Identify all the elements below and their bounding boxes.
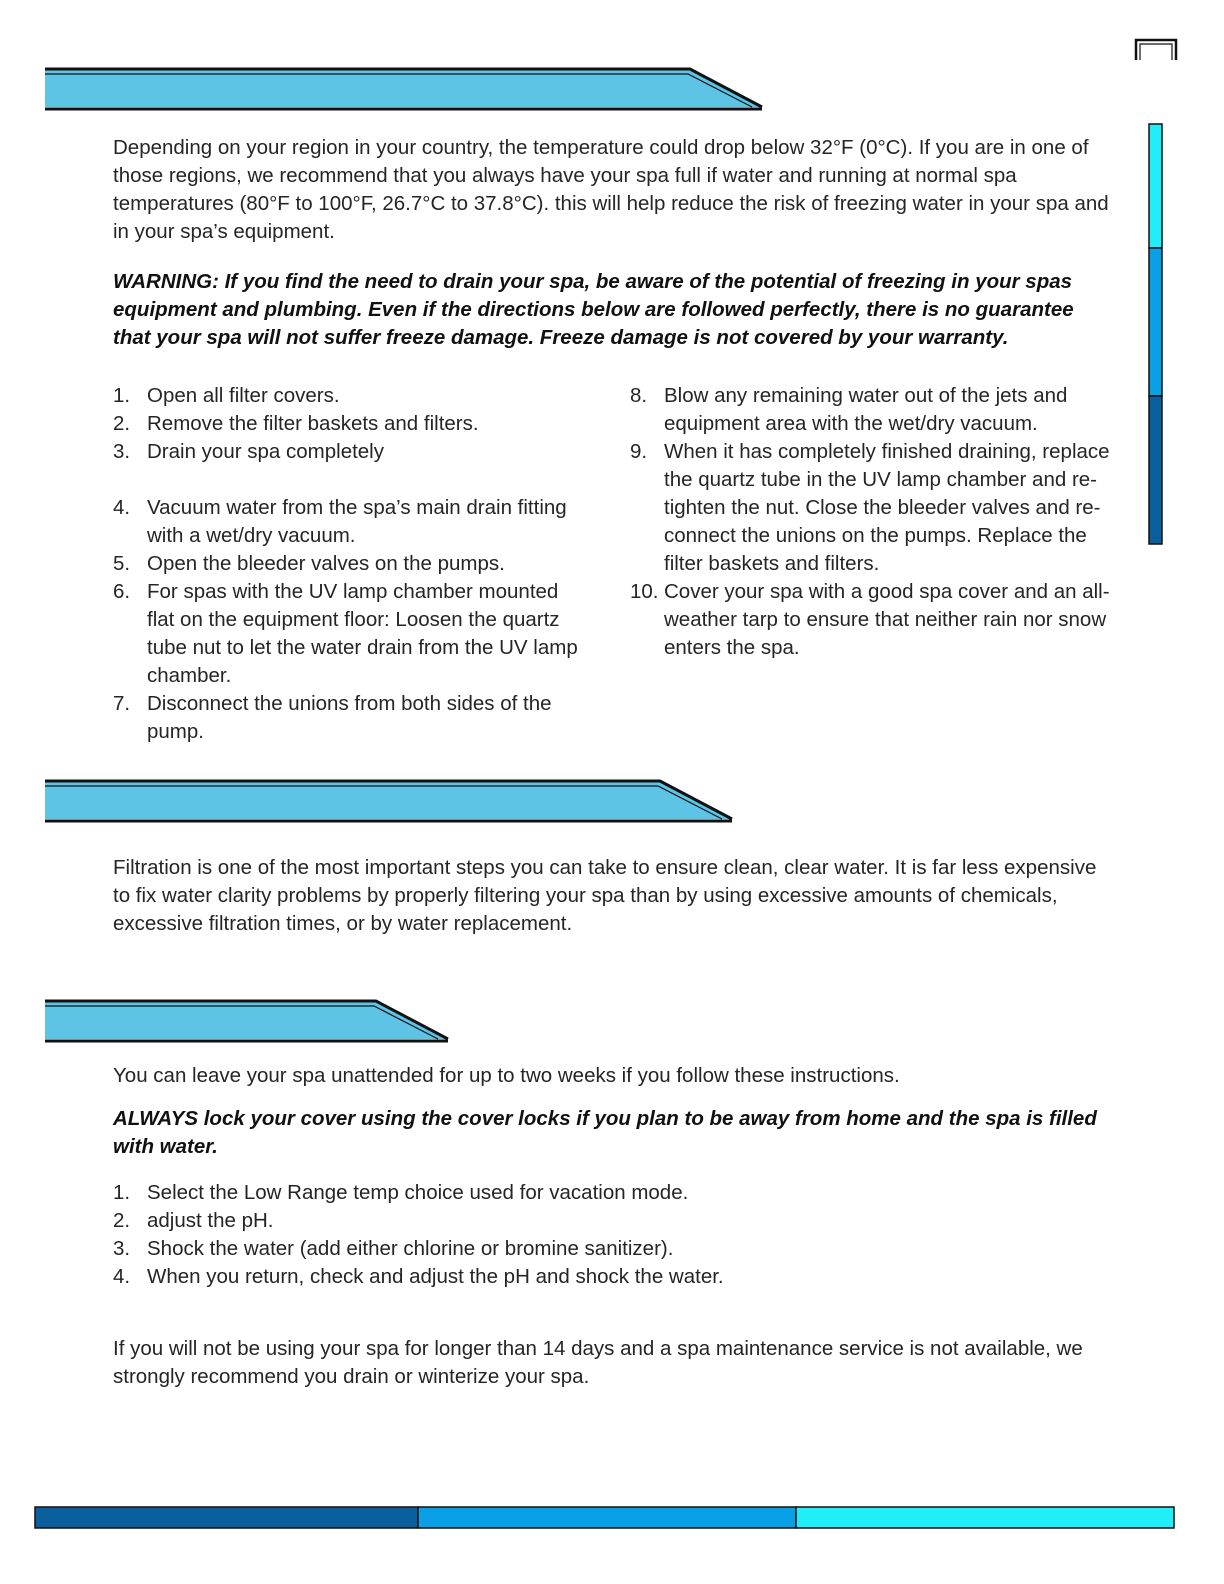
step-text: Vacuum water from the spa’s main drain fitting with a wet/dry vacuum. — [147, 496, 567, 547]
step-number: 2. — [113, 412, 131, 435]
step-number: 2. — [113, 1209, 131, 1232]
corner-bracket-icon — [1136, 40, 1176, 60]
section-banner-2 — [45, 781, 732, 821]
step-number: 10. — [630, 580, 659, 603]
step-text: Open all filter covers. — [147, 384, 340, 407]
list-item — [113, 690, 588, 746]
section-banner-3 — [45, 1001, 448, 1041]
list-item — [630, 578, 1120, 662]
step-number: 7. — [113, 692, 131, 715]
vacation-intro: You can leave your spa unattended for up to two weeks if you follow these instructions. — [113, 1064, 900, 1087]
list-item — [113, 410, 588, 438]
step-text: Blow any remaining water out of the jets and equipment area with the wet/dry vacuum. — [664, 384, 1068, 435]
step-number: 5. — [113, 552, 131, 575]
step-text: Open the bleeder valves on the pumps. — [147, 552, 505, 575]
drain-warning: WARNING: If you find the need to drain your spa, be aware of the potential of freezing in your spas equipment and plumbing. Even if the directions below are followed perfectly, there is no guarantee that your spa will not suffer freeze damage. Freeze damage is not covered by your warranty. — [113, 270, 1074, 349]
step-text: adjust the pH. — [147, 1209, 274, 1232]
step-text: For spas with the UV lamp chamber mounted flat on the equipment floor: Loosen the quartz tube nut to let the water drain from the UV lamp chamber. — [147, 580, 578, 687]
list-item — [113, 494, 588, 550]
list-item — [113, 1179, 1113, 1207]
step-text: Cover your spa with a good spa cover and an all-weather tarp to ensure that neither rain nor snow enters the spa. — [664, 580, 1110, 659]
winterize-intro: Depending on your region in your country, the temperature could drop below 32°F (0°C). If you are in one of those regions, we recommend that you always have your spa full if water and running at normal spa temperatures (80°F to 100°F, 26.7°C to 37.8°C). this will help reduce the risk of freezing water in your spa and in your spa’s equipment. — [113, 136, 1109, 243]
list-item — [113, 382, 588, 410]
step-number: 3. — [113, 1237, 131, 1260]
step-number: 4. — [113, 1265, 131, 1288]
vacation-closing: If you will not be using your spa for longer than 14 days and a spa maintenance service is not available, we strongly recommend you drain or winterize your spa. — [113, 1337, 1083, 1388]
filtration-intro: Filtration is one of the most important steps you can take to ensure clean, clear water. It is far less expensive to fix water clarity problems by properly filtering your spa than by using excessive amounts of chemicals, excessive filtration times, or by water replacement. — [113, 856, 1097, 935]
step-text: Remove the filter baskets and filters. — [147, 412, 479, 435]
step-text: Disconnect the unions from both sides of the pump. — [147, 692, 552, 743]
list-item — [113, 1235, 1113, 1263]
list-item — [113, 550, 588, 578]
side-color-bar — [1149, 124, 1162, 544]
vacation-steps — [113, 1179, 1113, 1291]
step-text: When it has completely finished draining, replace the quartz tube in the UV lamp chamber and re-tighten the nut. Close the bleeder valves and re-connect the unions on the pumps. Replace the filter baskets and filters. — [664, 440, 1110, 575]
step-number: 8. — [630, 384, 648, 407]
drain-steps-right — [630, 382, 1120, 662]
section-banner-1 — [45, 69, 762, 109]
bottom-color-bar — [35, 1507, 1174, 1528]
step-number: 4. — [113, 496, 131, 519]
list-item — [630, 438, 1120, 578]
step-number: 1. — [113, 1181, 131, 1204]
step-text: Shock the water (add either chlorine or bromine sanitizer). — [147, 1237, 674, 1260]
list-item — [113, 578, 588, 690]
step-text: Select the Low Range temp choice used for vacation mode. — [147, 1181, 689, 1204]
list-item — [113, 1207, 1113, 1235]
cover-lock-warning: ALWAYS lock your cover using the cover locks if you plan to be away from home and the spa is filled with water. — [113, 1107, 1097, 1158]
list-item — [113, 1263, 1113, 1291]
step-text: When you return, check and adjust the pH and shock the water. — [147, 1265, 724, 1288]
step-number: 3. — [113, 440, 131, 463]
step-number: 6. — [113, 580, 131, 603]
drain-steps-left — [113, 382, 588, 746]
step-number: 1. — [113, 384, 131, 407]
list-item — [113, 438, 588, 466]
step-text: Drain your spa completely — [147, 440, 384, 463]
list-item — [630, 382, 1120, 438]
step-number: 9. — [630, 440, 648, 463]
